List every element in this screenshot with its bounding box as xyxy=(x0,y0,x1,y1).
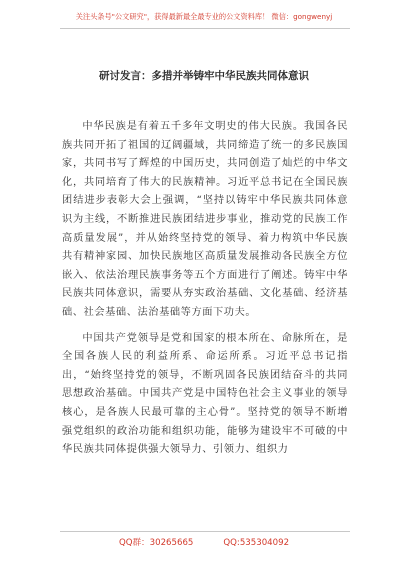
body-paragraph: 中华民族是有着五千多年文明史的伟大民族。我国各民族共同开拓了祖国的辽阔疆域，共同缔造了统一的多民族国家，共同书写了辉煌的中国历史，共同创造了灿烂的中华文化，共同培育了伟大的民族精神。习近平总书记在全国民族团结进步表彰大会上强调，“坚持以铸牢中华民族共同体意识为主线，不断推进民族团结进步事业，推动党的民族工作高质量发展”，并从始终坚持党的领导、着力构筑中华民族共有精神家园、加快民族地区高质量发展推动各民族全方位嵌入、依法治理民族事务等五个方面进行了阐述。铸牢中华民族共同体意识，需要从夯实政治基础、文化基础、经济基础、社会基础、法治基础等方面下功夫。 xyxy=(62,121,348,318)
header-divider xyxy=(60,28,350,29)
document-title: 研讨发言：多措并举铸牢中华民族共同体意识 xyxy=(99,70,309,82)
footer-contact xyxy=(0,536,408,550)
footer-qq: QQ:535304092 xyxy=(223,538,290,548)
footer-qq-group: QQ群：30265665 xyxy=(118,538,194,548)
document-body xyxy=(62,118,348,467)
footer-divider xyxy=(60,531,350,532)
header-banner: 关注头条号"公文研究"，获得最新最全最专业的公文资料库！ 微信：gongwenyj xyxy=(75,12,333,21)
body-paragraph: 中国共产党领导是党和国家的根本所在、命脉所在，是全国各族人民的利益所系、命运所系。习近平总书记指出，“始终坚持党的领导，不断巩固各民族团结奋斗的共同思想政治基础。中国共产党是中国特色社会主义事业的领导核心，是各族人民最可靠的主心骨”。坚持党的领导不断增强党组织的政治功能和组织功能，能够为建设牢不可破的中华民族共同体提供强大领导力、引领力、组织力 xyxy=(62,332,348,456)
